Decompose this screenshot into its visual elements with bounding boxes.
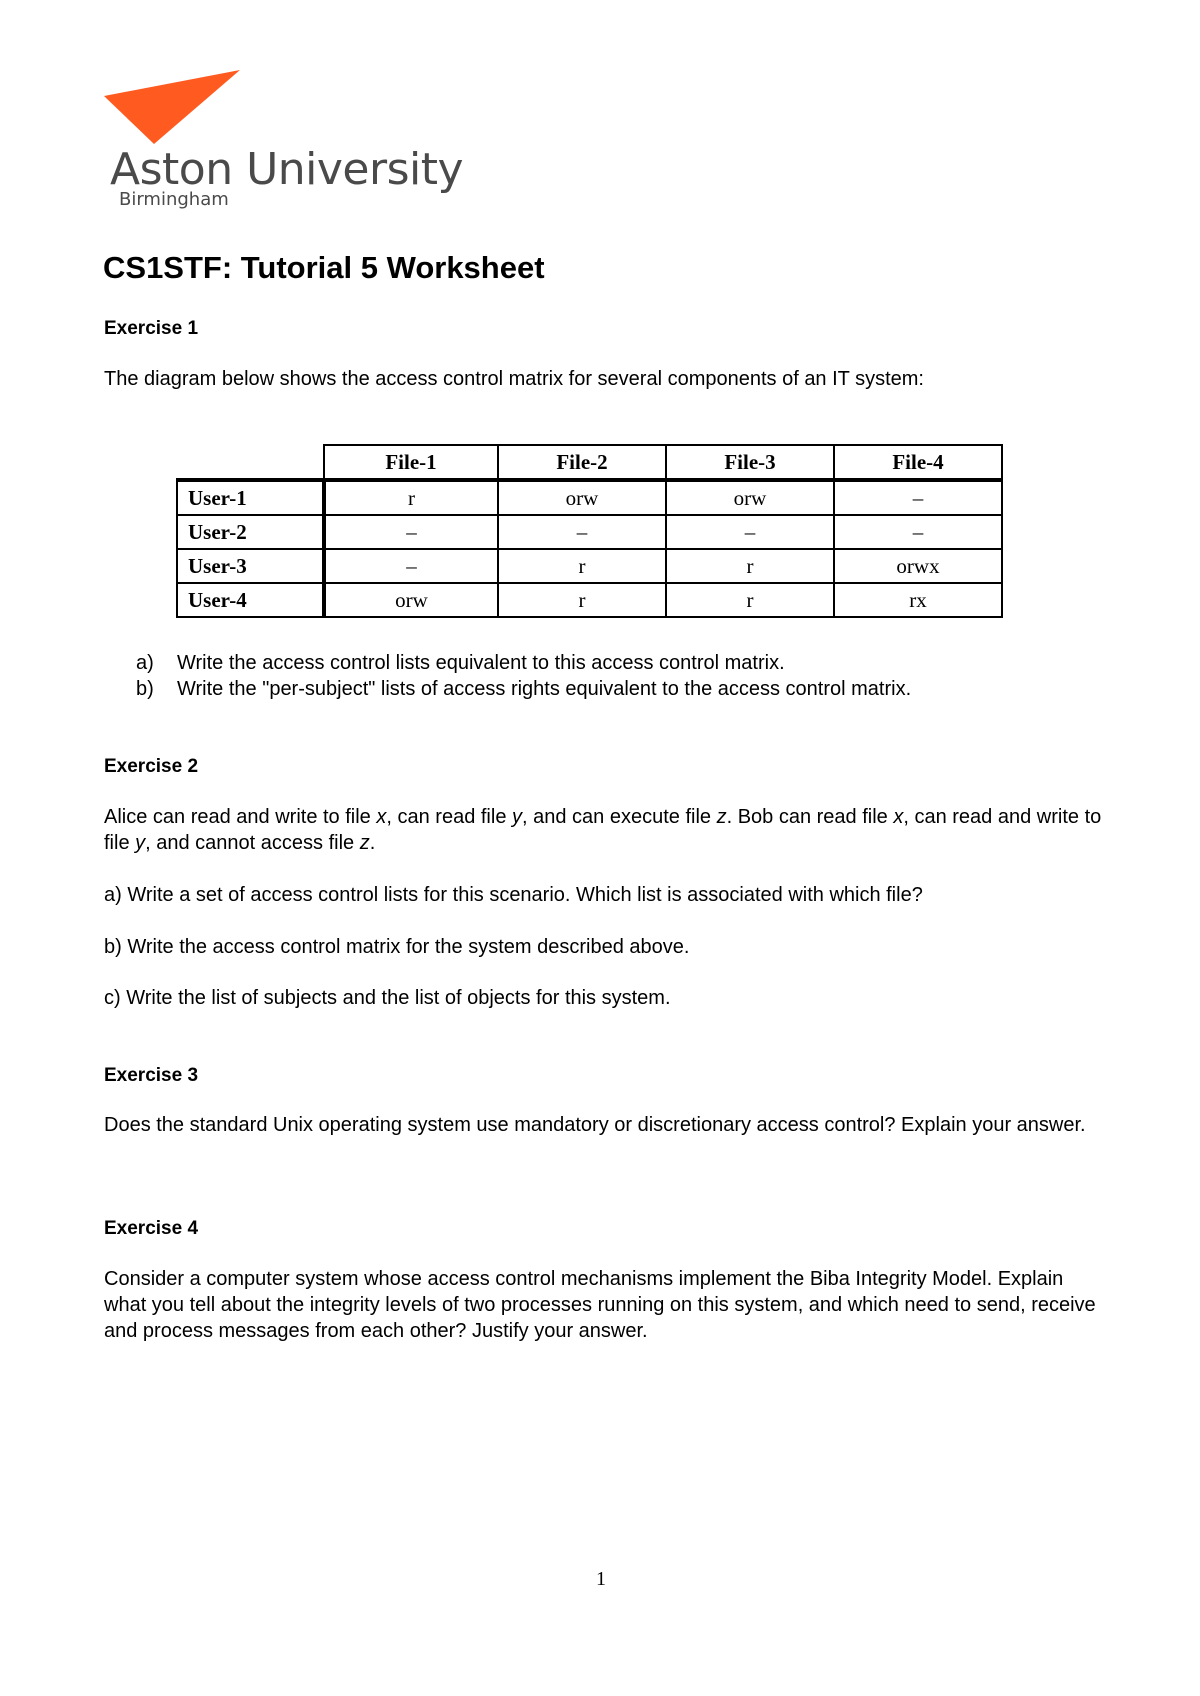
matrix-col-header: File-2 <box>498 445 666 480</box>
exercise-2-question-a: a) Write a set of access control lists for this scenario. Which list is associated with which file? <box>104 884 923 906</box>
matrix-cell: orw <box>666 480 834 515</box>
matrix-row <box>177 549 1002 583</box>
matrix-cell: rx <box>834 583 1002 617</box>
matrix-cell: – <box>834 480 1002 515</box>
logo-subtitle: Birmingham <box>119 189 229 210</box>
matrix-cell: – <box>498 515 666 549</box>
page-number: 1 <box>596 1568 606 1590</box>
exercise-3-text: Does the standard Unix operating system use mandatory or discretionary access control? Explain your answer. <box>104 1114 1086 1136</box>
matrix-cell: orw <box>324 583 498 617</box>
exercise-3-heading: Exercise 3 <box>104 1065 199 1086</box>
matrix-col-header: File-3 <box>666 445 834 480</box>
list-text: Write the access control lists equivalent to this access control matrix. <box>177 652 785 674</box>
access-control-matrix <box>176 444 1003 618</box>
aston-logo <box>104 70 464 220</box>
list-text: Write the "per-subject" lists of access rights equivalent to the access control matrix. <box>177 678 912 700</box>
list-marker: b) <box>136 678 154 700</box>
matrix-cell: r <box>498 549 666 583</box>
matrix-row <box>177 583 1002 617</box>
matrix-cell: – <box>324 515 498 549</box>
exercise-1-item-a <box>136 650 785 676</box>
exercise-2-question-c: c) Write the list of subjects and the list of objects for this system. <box>104 987 671 1009</box>
matrix-cell: r <box>666 549 834 583</box>
matrix-row-header: User-4 <box>177 583 324 617</box>
matrix-header-row <box>177 445 1002 480</box>
matrix-cell: r <box>666 583 834 617</box>
matrix-row <box>177 515 1002 549</box>
matrix-cell: – <box>834 515 1002 549</box>
matrix-cell: orw <box>498 480 666 515</box>
matrix-cell: – <box>666 515 834 549</box>
matrix-row-header: User-3 <box>177 549 324 583</box>
exercise-1-heading: Exercise 1 <box>104 318 199 339</box>
exercise-4-text: Consider a computer system whose access control mechanisms implement the Biba Integrity Model. Explain what you tell about the integrity levels of two processes running on this system, and which need to send, receive and process messages from each other? Justify your answer. <box>104 1268 1096 1342</box>
exercise-1-intro: The diagram below shows the access control matrix for several components of an IT system: <box>104 368 924 390</box>
matrix-col-header: File-1 <box>324 445 498 480</box>
matrix-cell: – <box>324 549 498 583</box>
exercise-2-heading: Exercise 2 <box>104 756 199 777</box>
exercise-2-scenario: Alice can read and write to file x, can read file y, and can execute file z. Bob can read file x, can read and write to file y, and cannot access file z. <box>104 806 1102 854</box>
matrix-cell: orwx <box>834 549 1002 583</box>
exercise-2-question-b: b) Write the access control matrix for the system described above. <box>104 936 690 958</box>
logo-triangle-icon <box>104 70 244 145</box>
matrix-corner-cell <box>177 445 324 480</box>
exercise-4-heading: Exercise 4 <box>104 1218 199 1239</box>
matrix-row-header: User-2 <box>177 515 324 549</box>
exercise-1-item-b <box>136 676 911 702</box>
logo-university-name: Aston University <box>110 144 464 195</box>
matrix-row-header: User-1 <box>177 480 324 515</box>
page-title: CS1STF: Tutorial 5 Worksheet <box>103 250 545 285</box>
matrix-row <box>177 480 1002 515</box>
matrix-cell: r <box>324 480 498 515</box>
matrix-col-header: File-4 <box>834 445 1002 480</box>
list-marker: a) <box>136 652 154 674</box>
matrix-cell: r <box>498 583 666 617</box>
